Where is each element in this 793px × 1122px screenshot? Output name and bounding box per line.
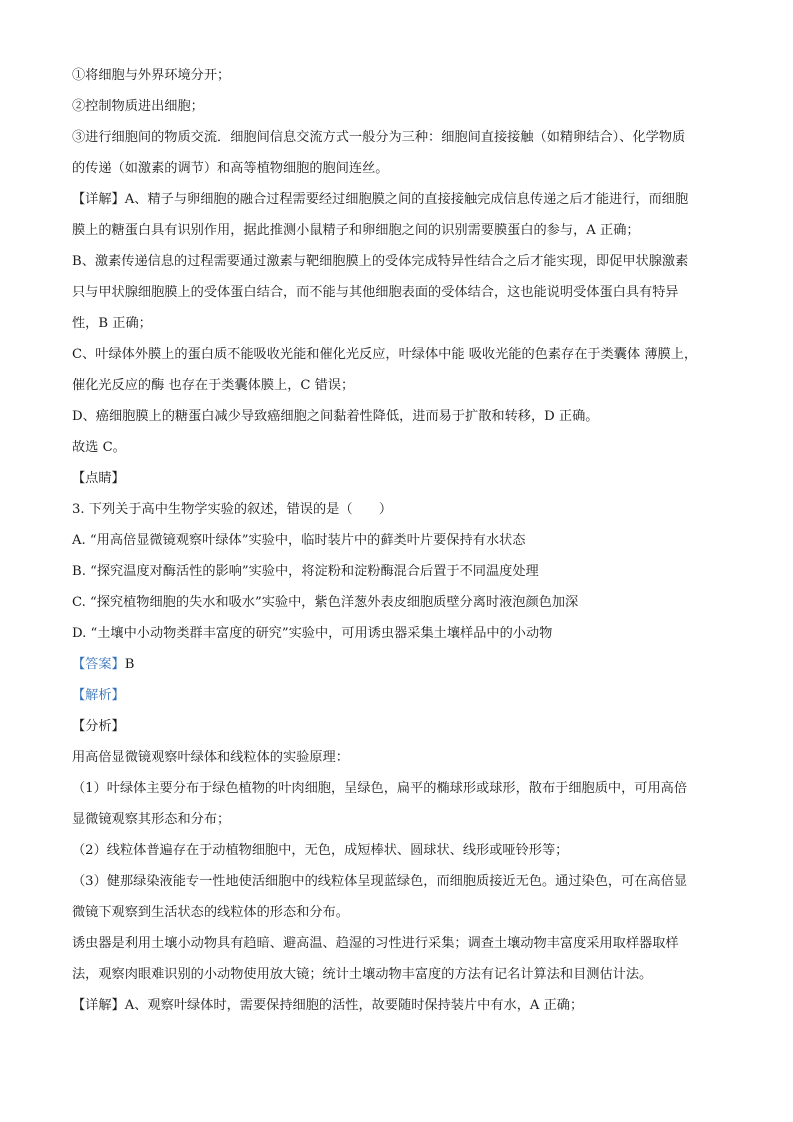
text-line: 【详解】A、精子与卵细胞的融合过程需要经过细胞膜之间的直接接触完成信息传递之后才能进行，而细胞 xyxy=(72,192,689,207)
text-line: （2）线粒体普遍存在于动植物细胞中，无色，成短棒状、圆球状、线形或哑铃形等； xyxy=(72,843,569,858)
text-line: 性，B 正确； xyxy=(72,316,152,331)
text-line: D、癌细胞膜上的糖蛋白减少导致癌细胞之间黏着性降低，进而易于扩散和转移，D 正确。 xyxy=(72,409,599,424)
document-page xyxy=(72,66,722,1016)
text-line: 显微镜观察其形态和分布； xyxy=(72,812,231,827)
explanation-heading: 【解析】 xyxy=(72,688,125,703)
text-line: 用高倍显微镜观察叶绿体和线粒体的实验原理： xyxy=(72,750,349,765)
text-line: ②控制物质进出细胞； xyxy=(72,99,204,114)
text-line: （3）健那绿染液能专一性地使活细胞中的线粒体呈现蓝绿色，而细胞质接近无色。通过染色，可在高倍显 xyxy=(72,874,688,889)
text-line: 法，观察肉眼难识别的小动物使用放大镜；统计土壤动物丰富度的方法有记名计算法和目测估计法。 xyxy=(72,967,653,982)
answer-value: B xyxy=(124,657,135,672)
option-d: D. “土壤中小动物类群丰富度的研究”实验中，可用诱虫器采集土壤样品中的小动物 xyxy=(72,626,553,641)
analysis-heading: 【分析】 xyxy=(72,719,125,734)
text-line: B、激素传递信息的过程需要通过激素与靶细胞膜上的受体完成特异性结合之后才能实现，即促甲状腺激素 xyxy=(72,254,689,269)
text-line: 的传递（如激素的调节）和高等植物细胞的胞间连丝。 xyxy=(72,161,389,176)
text-line: 催化光反应的酶 也存在于类囊体膜上，C 错误； xyxy=(72,378,355,393)
text-line: C、叶绿体外膜上的蛋白质不能吸收光能和催化光反应，叶绿体中能 吸收光能的色素存在于类囊体 薄膜上， xyxy=(72,347,698,362)
text-line: 故选 C。 xyxy=(72,440,126,455)
option-c: C. “探究植物细胞的失水和吸水”实验中，紫色洋葱外表皮细胞质壁分离时液泡颜色加深 xyxy=(72,595,579,610)
text-line: 【详解】A、观察叶绿体时，需要保持细胞的活性，故要随时保持装片中有水，A 正确； xyxy=(72,998,584,1013)
section-heading: 【点睛】 xyxy=(72,471,125,486)
text-line: 诱虫器是利用土壤小动物具有趋暗、避高温、趋湿的习性进行采集；调查土壤动物丰富度采用取样器取样 xyxy=(72,936,679,951)
text-line: ①将细胞与外界环境分开； xyxy=(72,68,231,83)
question-stem: 3. 下列关于高中生物学实验的叙述，错误的是（ ） xyxy=(72,502,393,517)
answer-label: 【答案】 xyxy=(72,657,125,672)
answer-line xyxy=(72,655,722,675)
option-b: B. “探究温度对酶活性的影响”实验中，将淀粉和淀粉酶混合后置于不同温度处理 xyxy=(72,564,539,579)
text-line: 膜上的糖蛋白具有识别作用，据此推测小鼠精子和卵细胞之间的识别需要膜蛋白的参与，A 正确； xyxy=(72,223,640,238)
text-line: 只与甲状腺细胞膜上的受体蛋白结合，而不能与其他细胞表面的受体结合，这也能说明受体蛋白具有特异 xyxy=(72,285,679,300)
text-line: 微镜下观察到生活状态的线粒体的形态和分布。 xyxy=(72,905,349,920)
text-line: （1）叶绿体主要分布于绿色植物的叶肉细胞，呈绿色，扁平的椭球形或球形，散布于细胞质中，可用高倍 xyxy=(72,781,688,796)
text-line: ③进行细胞间的物质交流．细胞间信息交流方式一般分为三种：细胞间直接接触（如精卵结合）、化学物质 xyxy=(72,130,686,145)
option-a: A. “用高倍显微镜观察叶绿体”实验中，临时装片中的藓类叶片要保持有水状态 xyxy=(72,533,526,548)
